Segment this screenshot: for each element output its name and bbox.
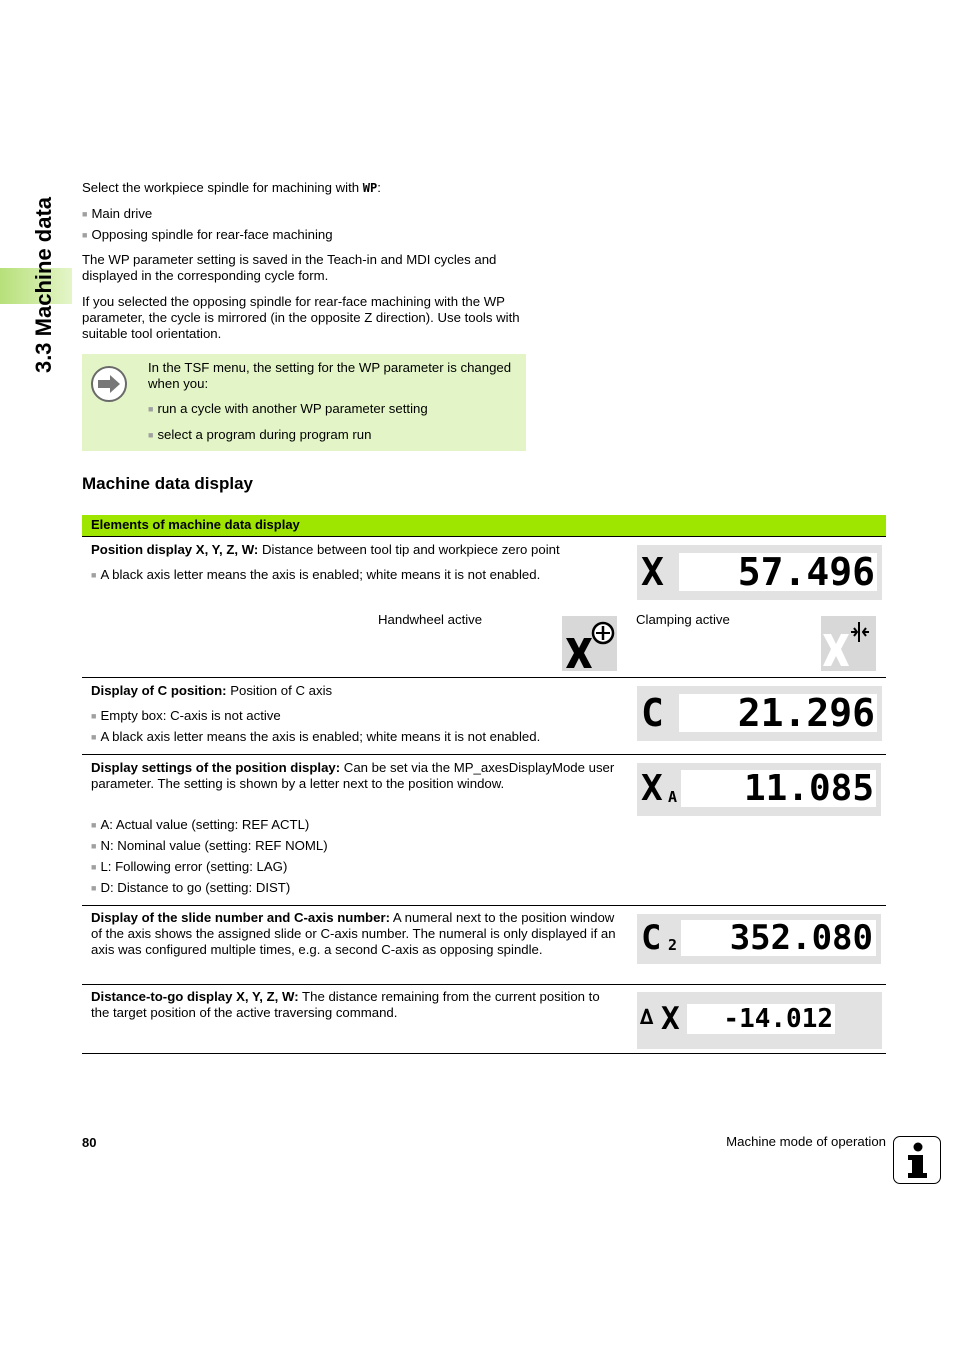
slide-number: 2 xyxy=(668,936,678,954)
position-value: -14.012 xyxy=(723,1004,833,1034)
delta-symbol: ∆ xyxy=(640,1005,654,1030)
table-row-4-desc: Display of the slide number and C-axis number: A numeral next to the position window of the axis shows the assigned slide or C-axis number. The numeral is only displayed if an axis was configured multiple times, e.g. a second C-axis as opposing spindle. xyxy=(91,910,616,957)
distance-to-go-display xyxy=(637,992,882,1049)
position-display-x xyxy=(637,545,882,600)
position-display-c xyxy=(637,686,882,741)
arrow-right-icon xyxy=(91,366,127,402)
note-bullet: ■ select a program during program run xyxy=(148,427,371,444)
position-value: 57.496 xyxy=(737,550,875,594)
axis-letter: X xyxy=(641,768,663,809)
divider xyxy=(82,1053,886,1054)
clamping-label: Clamping active xyxy=(636,612,730,627)
divider xyxy=(82,536,886,537)
handwheel-icon xyxy=(562,616,617,671)
table-row-3-bullet: ■ L: Following error (setting: LAG) xyxy=(91,859,287,876)
chapter-title: Machine mode of operation xyxy=(726,1134,886,1149)
intro-bullet: ■ Main drive xyxy=(82,206,152,223)
section-heading: Machine data display xyxy=(82,474,253,493)
divider xyxy=(82,905,886,906)
table-row-3-bullet: ■ D: Distance to go (setting: DIST) xyxy=(91,880,290,897)
display-mode-letter: A xyxy=(668,788,678,806)
divider xyxy=(82,984,886,985)
table-row-3-desc: Display settings of the position display: Can be set via the MP_axesDisplayMode user parameter. The setting is shown by a letter next to the position window. xyxy=(91,760,615,791)
divider xyxy=(82,754,886,755)
position-value: 21.296 xyxy=(737,691,875,735)
clamping-icon xyxy=(821,616,876,671)
table-row-3-bullet: ■ A: Actual value (setting: REF ACTL) xyxy=(91,817,309,834)
position-display-x-mode xyxy=(637,763,881,816)
axis-letter: C xyxy=(641,691,664,735)
table-row-3-bullet: ■ N: Nominal value (setting: REF NOML) xyxy=(91,838,328,855)
position-value: 11.085 xyxy=(743,768,874,809)
intro-paragraph-1: The WP parameter setting is saved in the Teach-in and MDI cycles and displayed in the corresponding cycle form. xyxy=(82,252,497,283)
table-row-1-bullet: ■ A black axis letter means the axis is enabled; white means it is not enabled. xyxy=(91,567,621,584)
position-display-c-slide xyxy=(637,914,881,964)
handwheel-label: Handwheel active xyxy=(378,612,483,627)
intro-paragraph-2: If you selected the opposing spindle for rear-face machining with the WP parameter, the cycle is mirrored (in the opposite Z direction). Use tools with suitable tool orientation. xyxy=(82,294,520,341)
table-row-5-desc: Distance-to-go display X, Y, Z, W: The distance remaining from the current position to the target position of the active traversing command. xyxy=(91,989,600,1020)
page-number: 80 xyxy=(82,1135,97,1150)
side-tab-title: 3.3 Machine data xyxy=(31,196,56,374)
table-header xyxy=(82,515,886,536)
table-row-1-desc: Position display X, Y, Z, W: Distance between tool tip and workpiece zero point xyxy=(91,542,560,557)
table-row-2-desc: Display of C position: Position of C axis xyxy=(91,683,333,698)
table-row-2-bullet: ■ A black axis letter means the axis is enabled; white means it is not enabled. xyxy=(91,729,540,746)
wp-code: WP xyxy=(362,181,378,195)
divider xyxy=(82,677,886,678)
table-row-2-bullet: ■ Empty box: C-axis is not active xyxy=(91,708,281,725)
intro-bullet: ■ Opposing spindle for rear-face machining xyxy=(82,227,333,244)
axis-letter: X xyxy=(641,550,664,594)
position-value: 352.080 xyxy=(729,918,873,958)
axis-letter: C xyxy=(641,918,662,958)
intro-select-line: Select the workpiece spindle for machining with WP: xyxy=(82,180,381,195)
axis-letter: X xyxy=(661,1001,680,1037)
note-text: In the TSF menu, the setting for the WP parameter is changed when you: xyxy=(148,360,512,391)
info-icon xyxy=(893,1136,941,1184)
note-bullet: ■ run a cycle with another WP parameter setting xyxy=(148,401,428,418)
table-header-label: Elements of machine data display xyxy=(91,517,300,532)
